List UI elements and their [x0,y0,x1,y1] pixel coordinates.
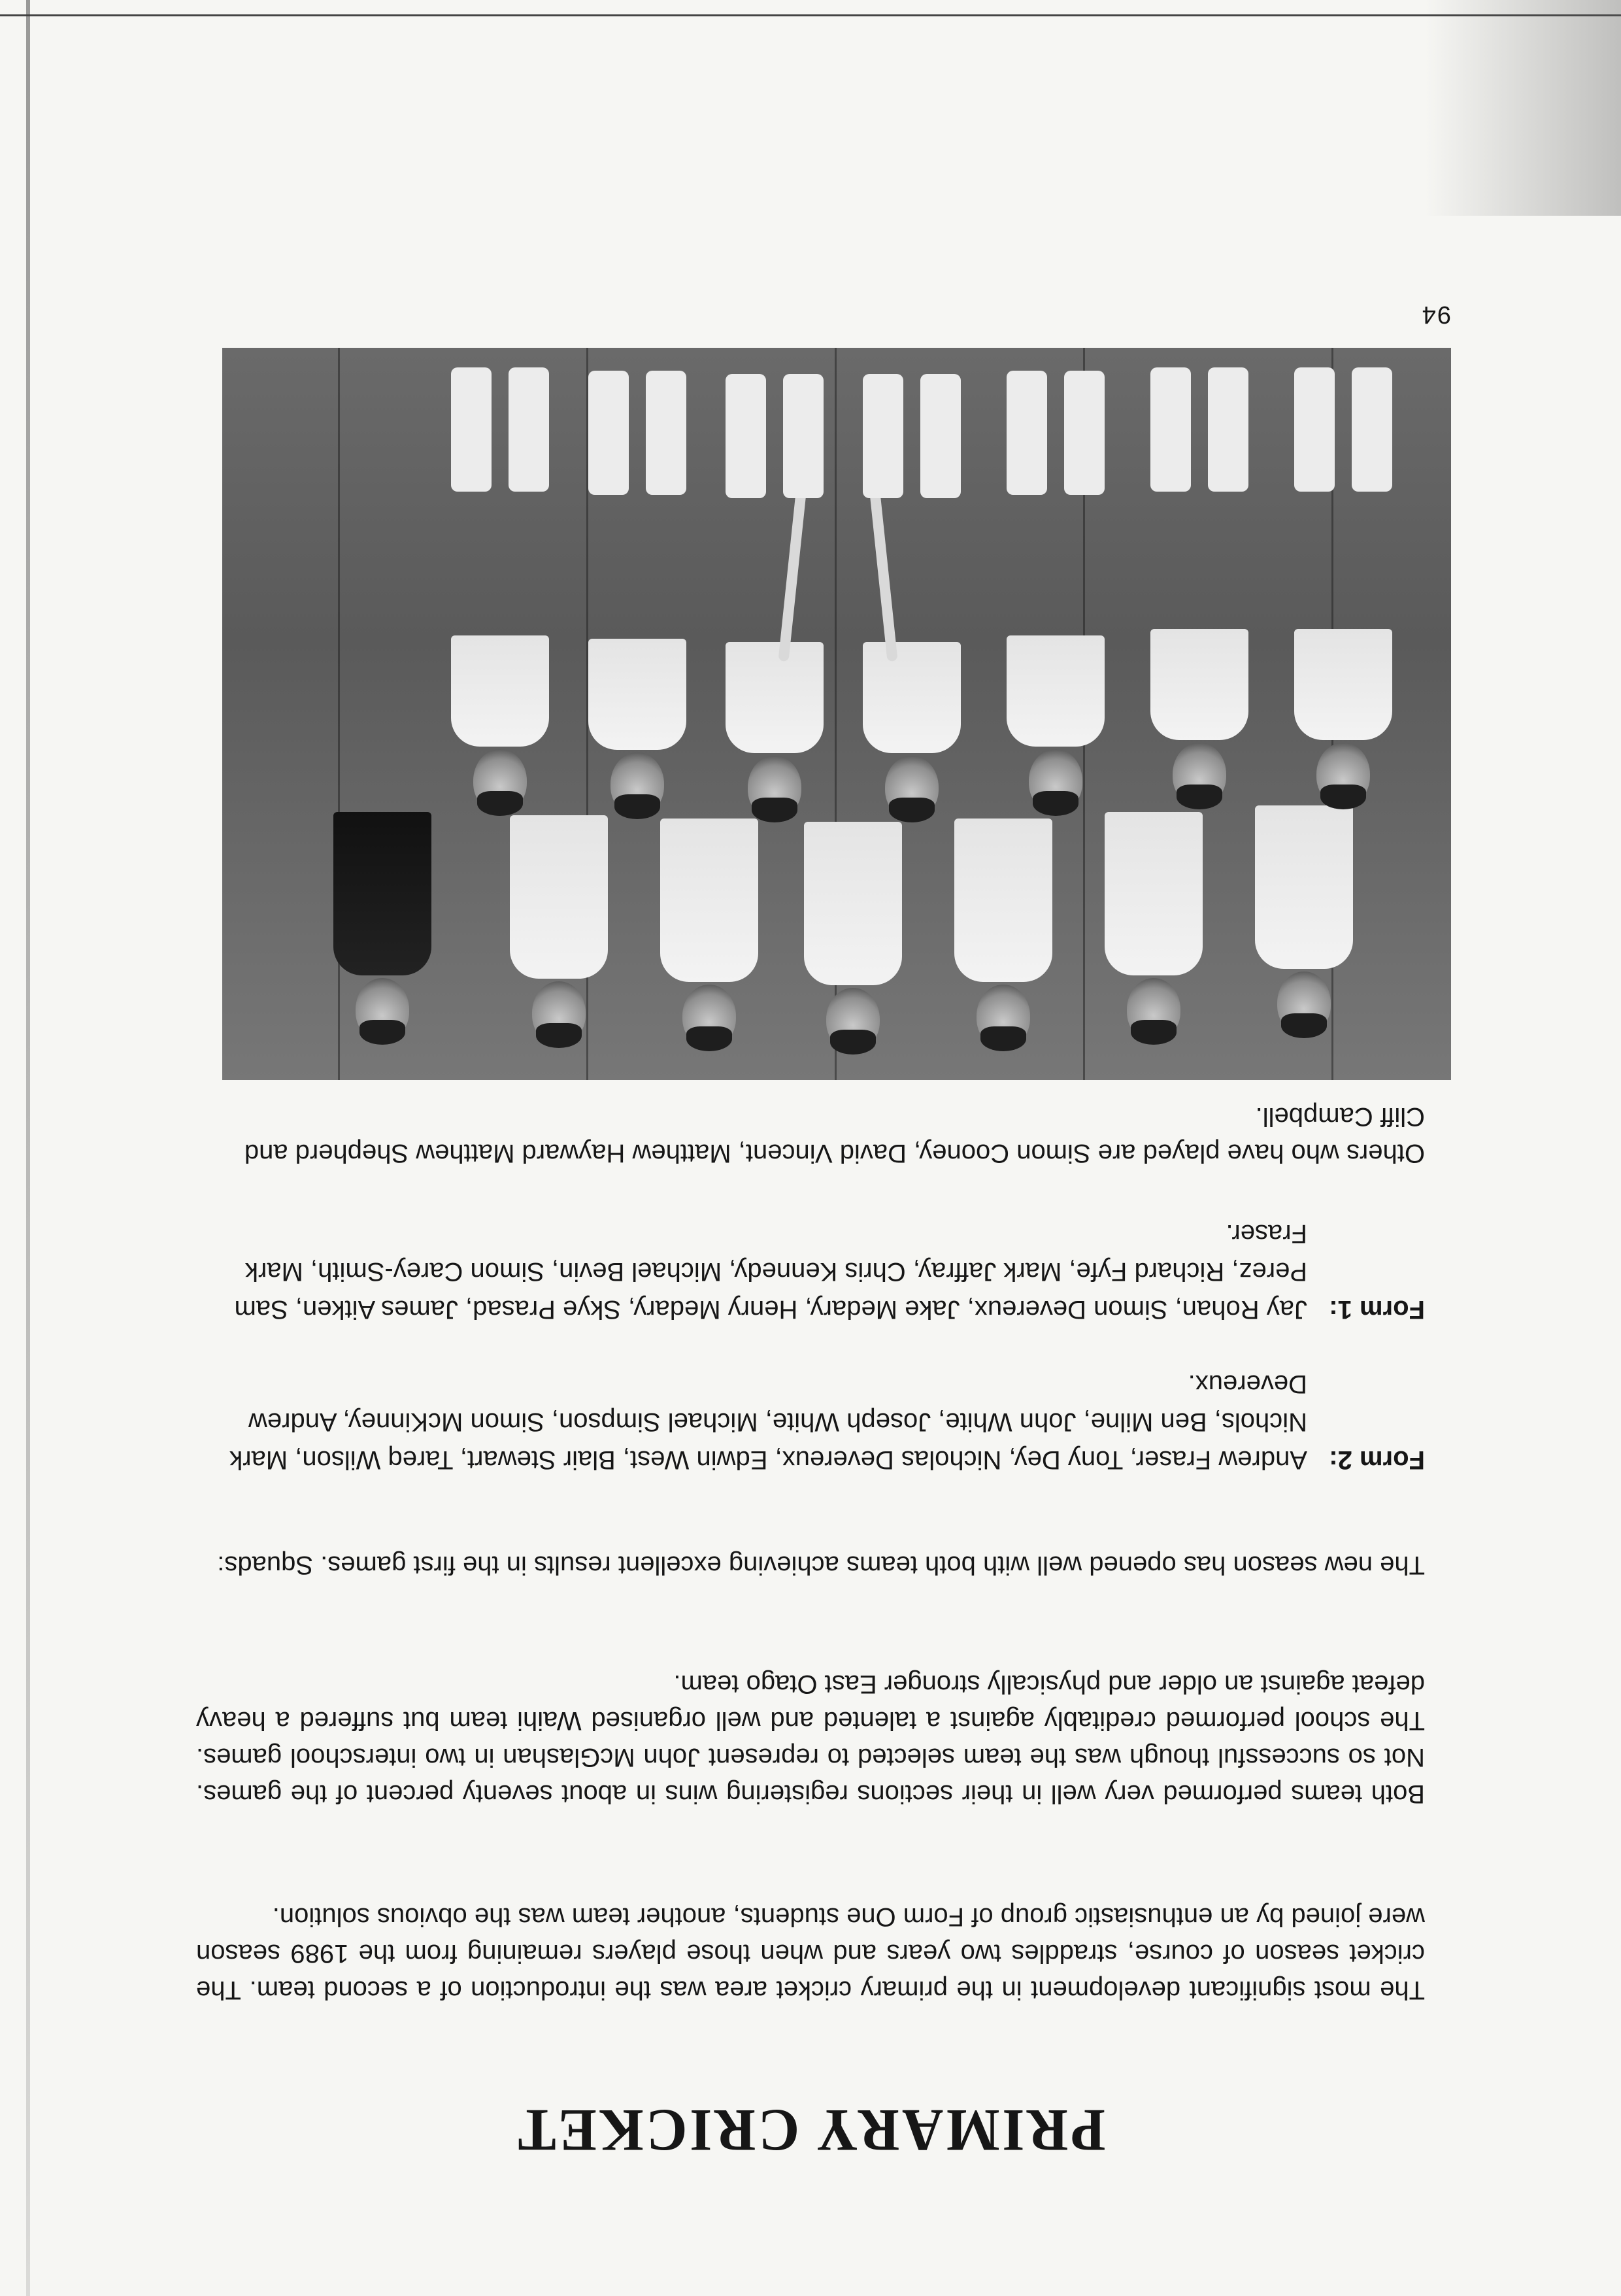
squad-label: Form 2: [1329,1445,1425,1474]
player-figure [1007,635,1105,812]
player-figure [863,642,961,819]
player-figure [660,819,758,1047]
paragraph-intro: The most significant development in the primary cricket area was the introduction of a second team. The cricket season of course, straddles two years and when those players remaining from the 1989 season were joined by an enthusiastic group of Form One students, another team was the obvious solution. [196,1902,1425,2004]
paragraph-results: Both teams performed very well in their sections registering wins in about seventy percent of the games. Not so successful though was the team selected to represent John McGlashan in two interschool games. The school performed creditably against a talented and well organised Waihi team but suffered a heavy defeat against an older and physically stronger East Otago team. [196,1670,1425,1808]
player-figure [726,642,824,819]
squad-names: Jay Rohan, Simon Devereux, Jake Medary, Henry Medary, Skye Prasad, James Aitken, Sam Perez, Richard Fyfe, Mark Jaffray, Chris Kennedy, Michael Bevin, Simon Carey-Smith, Mark Fraser. [234,1219,1307,1324]
paragraph-new-season: The new season has opened well with both teams achieving excellent results in the first games. Squads: [217,1551,1425,1579]
player-figure [954,819,1052,1047]
squad-form-2 [196,1365,1425,1479]
teacher-figure [333,812,431,1041]
cricket-bat [778,492,806,662]
squad-form-1 [196,1215,1425,1328]
page-number: 94 [1420,301,1451,328]
player-legs [726,374,824,498]
player-figure [588,639,686,815]
player-figure [510,815,608,1044]
player-legs [863,374,961,498]
player-legs [1150,367,1248,492]
player-figure [1150,629,1248,805]
squad-names: Andrew Fraser, Tony Dey, Nicholas Devereux, Edwin West, Blair Stewart, Tareq Wilson, Mark Nichols, Ben Milne, John White, Joseph White, Michael Simpson, Simon McKinney, Andrew Devereux. [229,1370,1307,1474]
player-legs [1007,371,1105,495]
player-figure [451,635,549,812]
player-figure [1294,629,1392,805]
player-figure [1105,812,1203,1041]
player-legs [451,367,549,492]
cricket-bat [869,492,897,662]
player-legs [1294,367,1392,492]
player-figure [1255,805,1353,1034]
player-figure [804,822,902,1051]
player-legs [588,371,686,495]
team-photo [222,348,1451,1080]
page-title: PRIMARY CRICKET [515,2097,1106,2164]
squad-label: Form 1: [1329,1295,1425,1324]
other-players: Others who have played are Simon Cooney, David Vincent, Matthew Hayward Matthew Shepherd and Cliff Campbell. [244,1102,1425,1168]
